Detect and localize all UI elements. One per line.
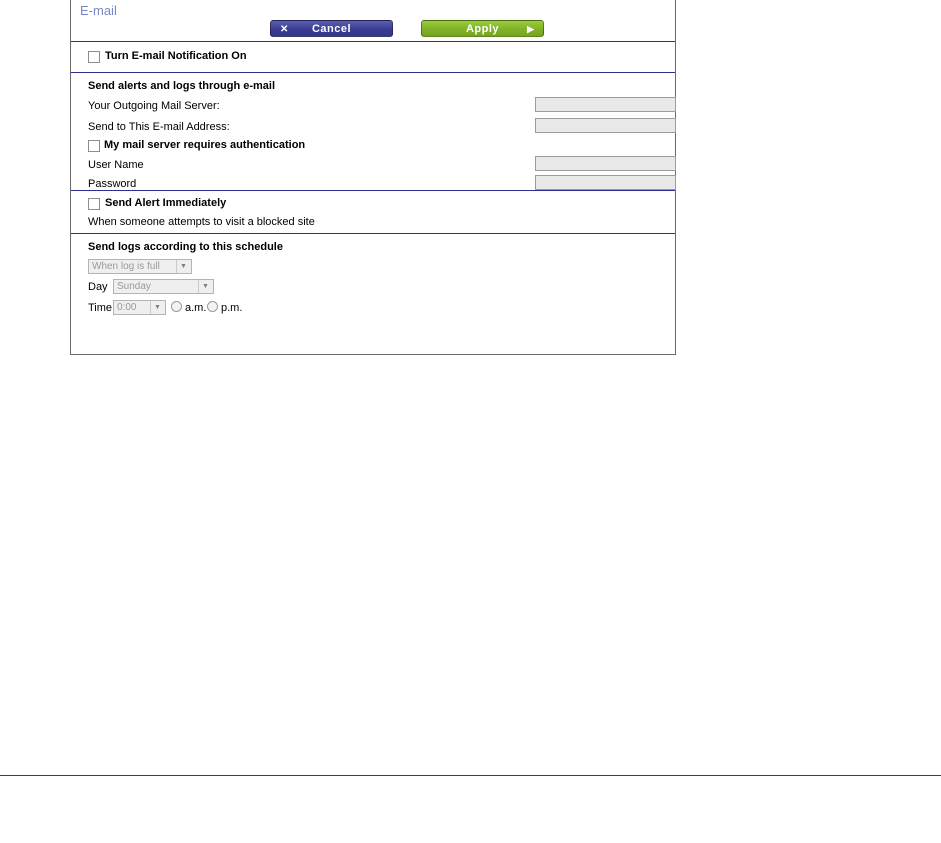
arrow-right-icon: ▶ [527,24,534,34]
apply-button-label: Apply [465,23,500,35]
page-title: E-mail [80,3,117,18]
send-alert-immediately-label: Send Alert Immediately [105,197,227,209]
schedule-day-select[interactable] [113,279,214,294]
turn-email-notification-label: Turn E-mail Notification On [105,50,247,62]
send-alert-description: When someone attempts to visit a blocked site [88,216,315,228]
notification-section [71,42,675,73]
schedule-time-label: Time [88,302,113,314]
panel-inner [71,0,675,354]
schedule-pm-radio[interactable] [207,301,218,312]
schedule-frequency-select[interactable] [88,259,192,274]
schedule-am-radio[interactable] [171,301,182,312]
recipient-email-label: Send to This E-mail Address: [88,121,230,133]
chevron-down-icon: ▼ [150,301,164,314]
password-label: Password [88,178,137,190]
mail-server-section [71,73,675,191]
apply-button[interactable] [421,20,544,37]
outgoing-mail-server-input[interactable] [535,97,676,112]
send-alert-immediately-checkbox[interactable] [88,198,100,210]
turn-email-notification-checkbox[interactable] [88,51,100,63]
page-footer-divider [0,775,941,776]
schedule-frequency-value: When log is full [92,261,160,272]
close-icon: ✕ [280,24,289,35]
schedule-time-select[interactable] [113,300,166,315]
chevron-down-icon: ▼ [198,280,212,293]
chevron-down-icon: ▼ [176,260,190,273]
mail-section-heading: Send alerts and logs through e-mail [88,80,276,92]
schedule-time-value: 0:00 [117,302,137,313]
user-name-label: User Name [88,159,144,171]
requires-authentication-label: My mail server requires authentication [104,139,306,151]
requires-authentication-checkbox[interactable] [88,140,100,152]
outgoing-mail-server-label: Your Outgoing Mail Server: [88,100,220,112]
cancel-button-label: Cancel [311,23,352,35]
cancel-button[interactable] [270,20,393,37]
schedule-am-label: a.m. [185,302,207,314]
schedule-day-value: Sunday [117,281,151,292]
alert-section [71,191,675,234]
panel-header [71,0,675,42]
recipient-email-input[interactable] [535,118,676,133]
schedule-pm-label: p.m. [221,302,243,314]
schedule-heading: Send logs according to this schedule [88,241,283,253]
schedule-day-label: Day [88,281,108,293]
user-name-input[interactable] [535,156,676,171]
password-input[interactable] [535,175,676,190]
email-settings-panel [70,0,676,355]
schedule-section [71,234,675,352]
